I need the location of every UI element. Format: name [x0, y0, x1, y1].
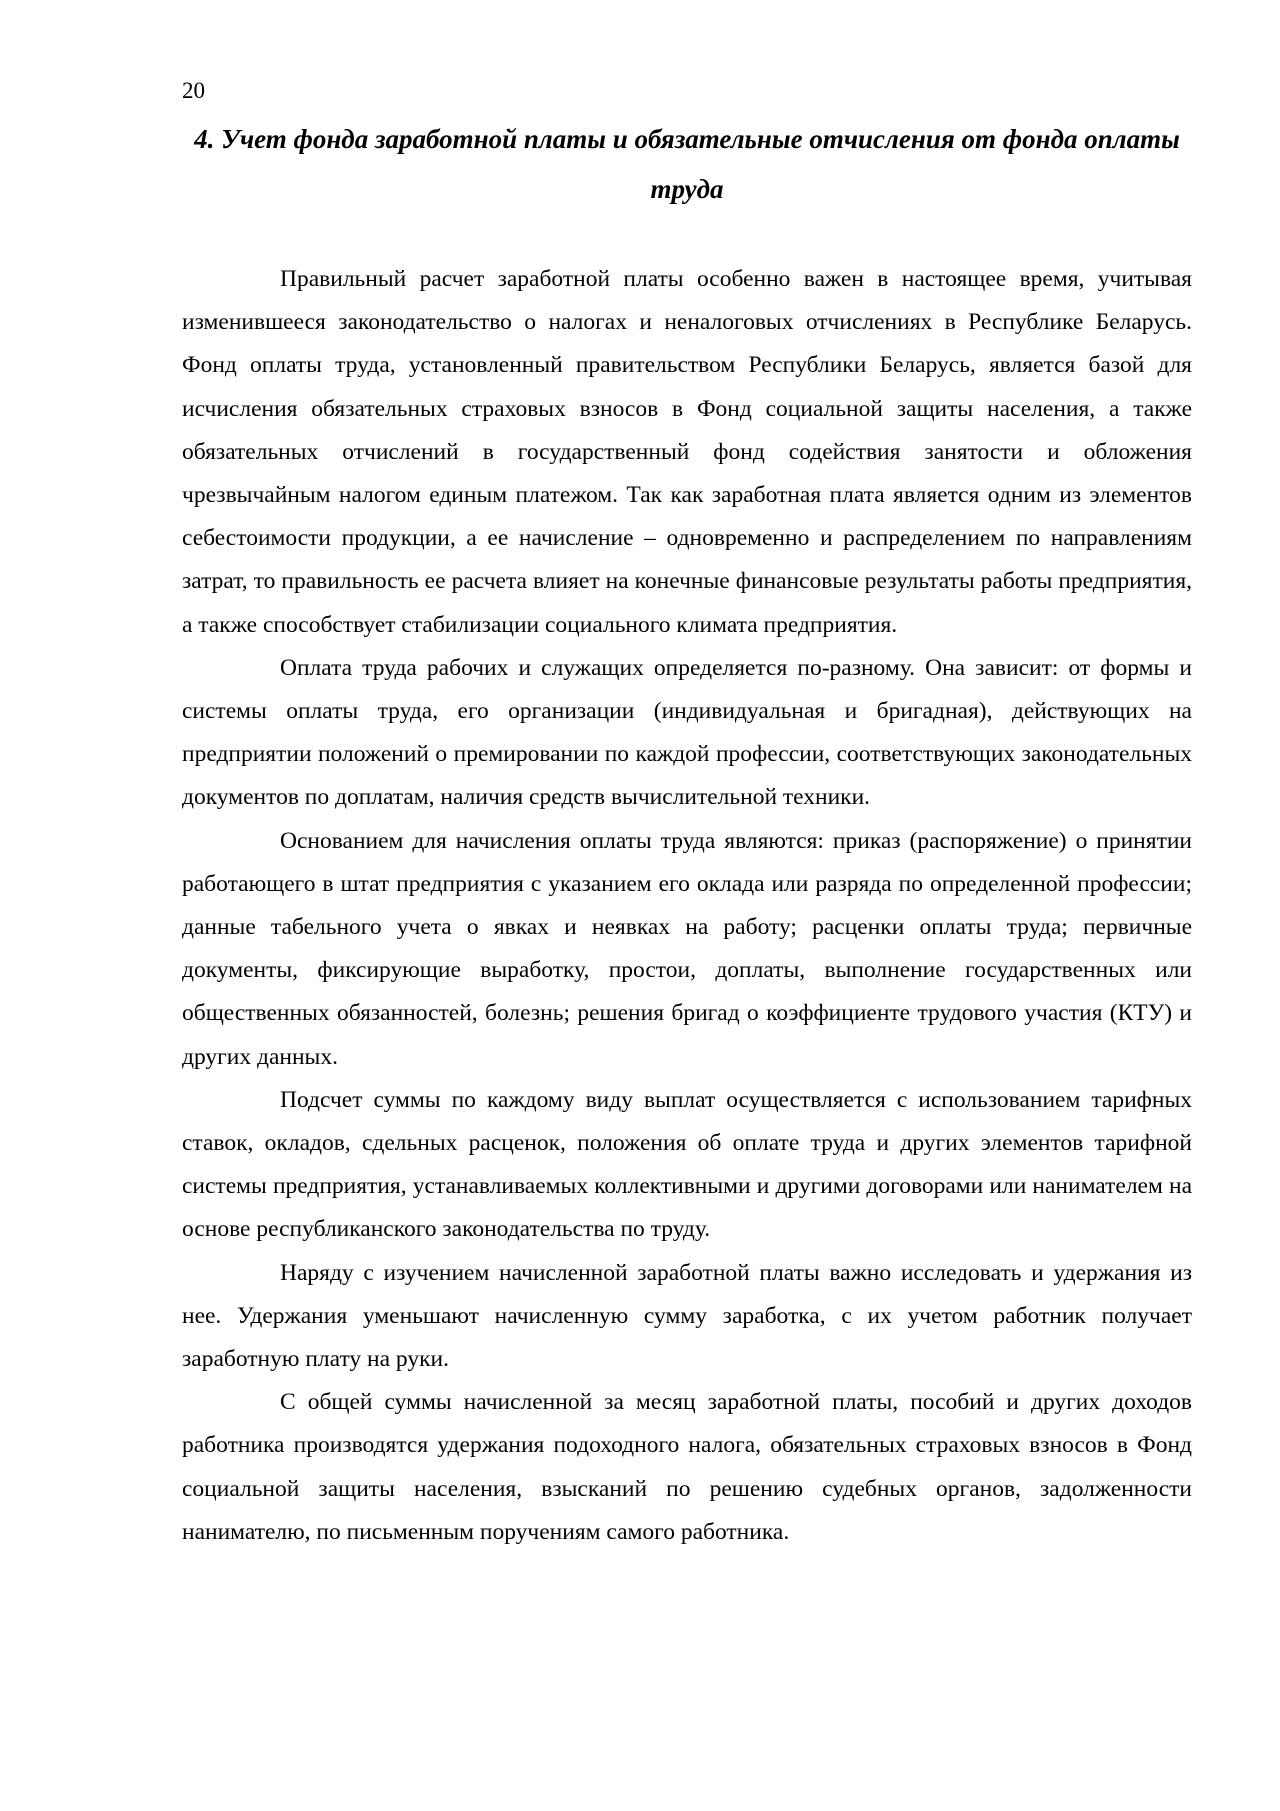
paragraph: С общей суммы начисленной за месяц заработной платы, пособий и других доходов работника производятся удержания подоходного налога, обязательных страховых взносов в Фонд социальной защиты населения, взысканий по решению судебных органов, задолженности нанимателю, по письменным поручениям самого работника. — [182, 1389, 1192, 1545]
paragraph: Основанием для начисления оплаты труда являются: приказ (распоряжение) о принятии работающего в штат предприятия с указанием его оклада или разряда по определенной профессии; данные табельного учета о явках и неявках на работу; расценки оплаты труда; первичные документы, фиксирующие выработку, простои, доплаты, выполнение государственных или общественных обязанностей, болезнь; решения бригад о коэффициенте трудового участия (КТУ) и других данных. — [182, 827, 1192, 1070]
page-number: 20 — [182, 78, 205, 103]
paragraph: Наряду с изучением начисленной заработной платы важно исследовать и удержания из нее. Удержания уменьшают начисленную сумму заработка, с их учетом работник получает заработную плату на руки. — [182, 1259, 1192, 1373]
paragraph: Оплата труда рабочих и служащих определяется по-разному. Она зависит: от формы и системы оплаты труда, его организации (индивидуальная и бригадная), действующих на предприятии положений о премировании по каждой профессии, соответствующих законодательных документов по доплатам, наличия средств вычислительной техники. — [182, 654, 1192, 811]
chapter-title: 4. Учет фонда заработной платы и обязательные отчисления от фонда оплаты труда — [194, 124, 1180, 204]
paragraph: Правильный расчет заработной платы особенно важен в настоящее время, учитывая изменившееся законодательство о налогах и неналоговых отчислениях в Республике Беларусь. Фонд оплаты труда, установленный правительством Республики Беларусь, является базой для исчисления обязательных страховых взносов в Фонд социальной защиты населения, а также обязательных отчислений в государственный фонд содействия занятости и обложения чрезвычайным налогом единым платежом. Так как заработная плата является одним из элементов себестоимости продукции, а ее начисление – одновременно и распределением по направлениям затрат, то правильность ее расчета влияет на конечные финансовые результаты работы предприятия, а также способствует стабилизации социального климата предприятия. — [182, 266, 1192, 638]
body-text — [182, 258, 1192, 1554]
paragraph: Подсчет суммы по каждому виду выплат осуществляется с использованием тарифных ставок, окладов, сдельных расценок, положения об оплате труда и других элементов тарифной системы предприятия, устанавливаемых коллективными и другими договорами или нанимателем на основе республиканского законодательства по труду. — [182, 1086, 1192, 1243]
